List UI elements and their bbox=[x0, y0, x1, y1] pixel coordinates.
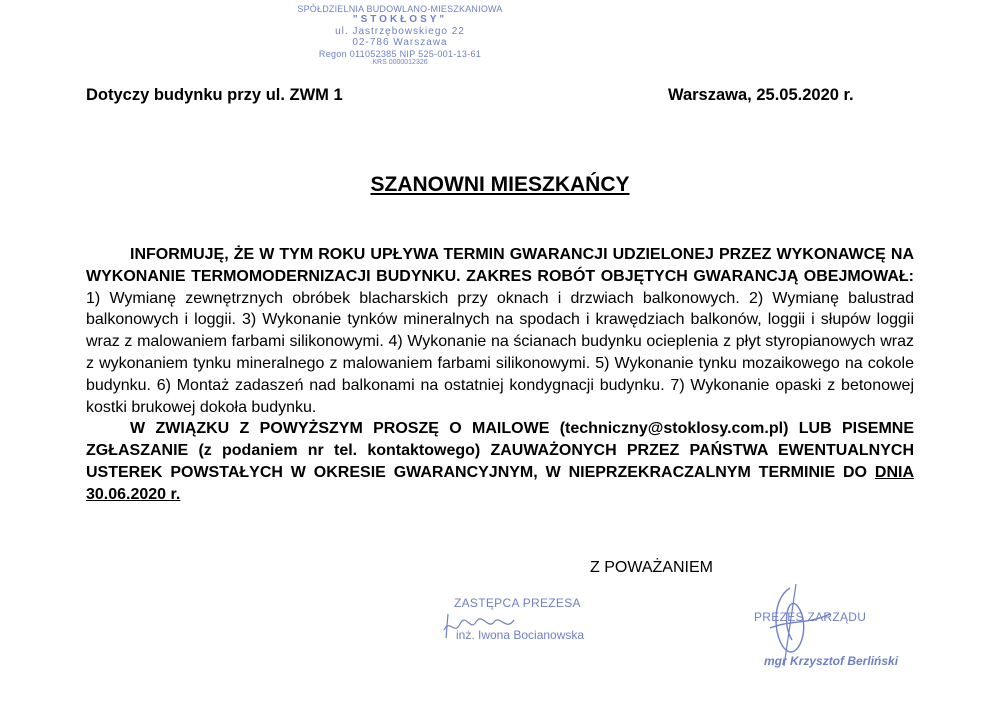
place-date: Warszawa, 25.05.2020 r. bbox=[668, 86, 854, 104]
page-title: SZANOWNI MIESZKAŃCY bbox=[370, 173, 630, 196]
paragraph-warranty-bold: INFORMUJĘ, ŻE W TYM ROKU UPŁYWA TERMIN GWARANCJI UDZIELONEJ PRZEZ WYKONAWCĘ NA WYKONANIE TERMOMODERNIZACJI BUDYNKU. ZAKRES ROBÓT OBJĘTYCH GWARANCJĄ OBEJMOWAŁ: bbox=[86, 246, 914, 285]
paragraph-request-main: W ZWIĄZKU Z POWYŻSZYM PROSZĘ O MAILOWE (techniczny@stoklosy.com.pl) LUB PISEMNE ZGŁASZANIE (z podaniem nr tel. kontaktowego) ZAUWAŻONYCH PRZEZ PAŃSTWA EWENTUALNYCH USTEREK POWSTAŁYCH W OKRESIE GWARANCYJNYM, W NIEPRZEKRACZALNYM TERMINIE DO bbox=[86, 420, 914, 481]
stamp-line: ul. Jastrzębowskiego 22 bbox=[335, 25, 465, 37]
signature-name: mgr Krzysztof Berliński bbox=[764, 654, 899, 668]
stamp-line: "STOKŁOSY" bbox=[352, 14, 448, 26]
letter-body bbox=[86, 244, 914, 506]
paragraph-warranty-scope: 1) Wymianę zewnętrznych obróbek blacharskich przy oknach i drzwiach balkonowych. 2) Wymianę balustrad balkonowych i loggii. 3) Wykonanie tynków mineralnych na spodach i krawędziach balkonów, loggii i słupów loggii wraz z malowaniem farbami silikonowymi. 4) Wykonanie na ścianach budynku ocieplenia z płyt styropianowych wraz z wykonaniem tynku mineralnego z malowaniem farbami silikonowymi. 5) Wykonanie tynku mozaikowego na cokole budynku. 6) Montaż zadaszeń nad balkonami na ostatniej kondygnacji budynku. 7) Wykonanie opaski z betonowej kostki brukowej dokoła budynku. bbox=[86, 289, 914, 416]
paragraph-request bbox=[86, 418, 914, 505]
stamp-line: SPÓŁDZIELNIA BUDOWLANO-MIESZKANIOWA bbox=[297, 4, 503, 14]
building-subject: Dotyczy budynku przy ul. ZWM 1 bbox=[86, 86, 343, 104]
stamp-line: KRS 0000012326 bbox=[372, 59, 428, 66]
signature-block-vice-president bbox=[440, 596, 620, 642]
signature-role: ZASTĘPCA PREZESA bbox=[454, 596, 581, 610]
paragraph-warranty bbox=[86, 244, 914, 418]
signature-name: inż. Iwona Bocianowska bbox=[456, 628, 585, 642]
closing-regards: Z POWAŻANIEM bbox=[590, 559, 713, 576]
stamp-line: Regon 011052385 NIP 525-001-13-61 bbox=[318, 48, 482, 59]
stamp-line: 02-786 Warszawa bbox=[352, 37, 448, 49]
handwritten-signature-icon bbox=[440, 610, 530, 640]
signature-role: PREZES ZARZĄDU bbox=[754, 610, 867, 624]
cooperative-stamp bbox=[270, 4, 530, 65]
deadline: DNIA 30.06.2020 r. bbox=[86, 463, 914, 503]
